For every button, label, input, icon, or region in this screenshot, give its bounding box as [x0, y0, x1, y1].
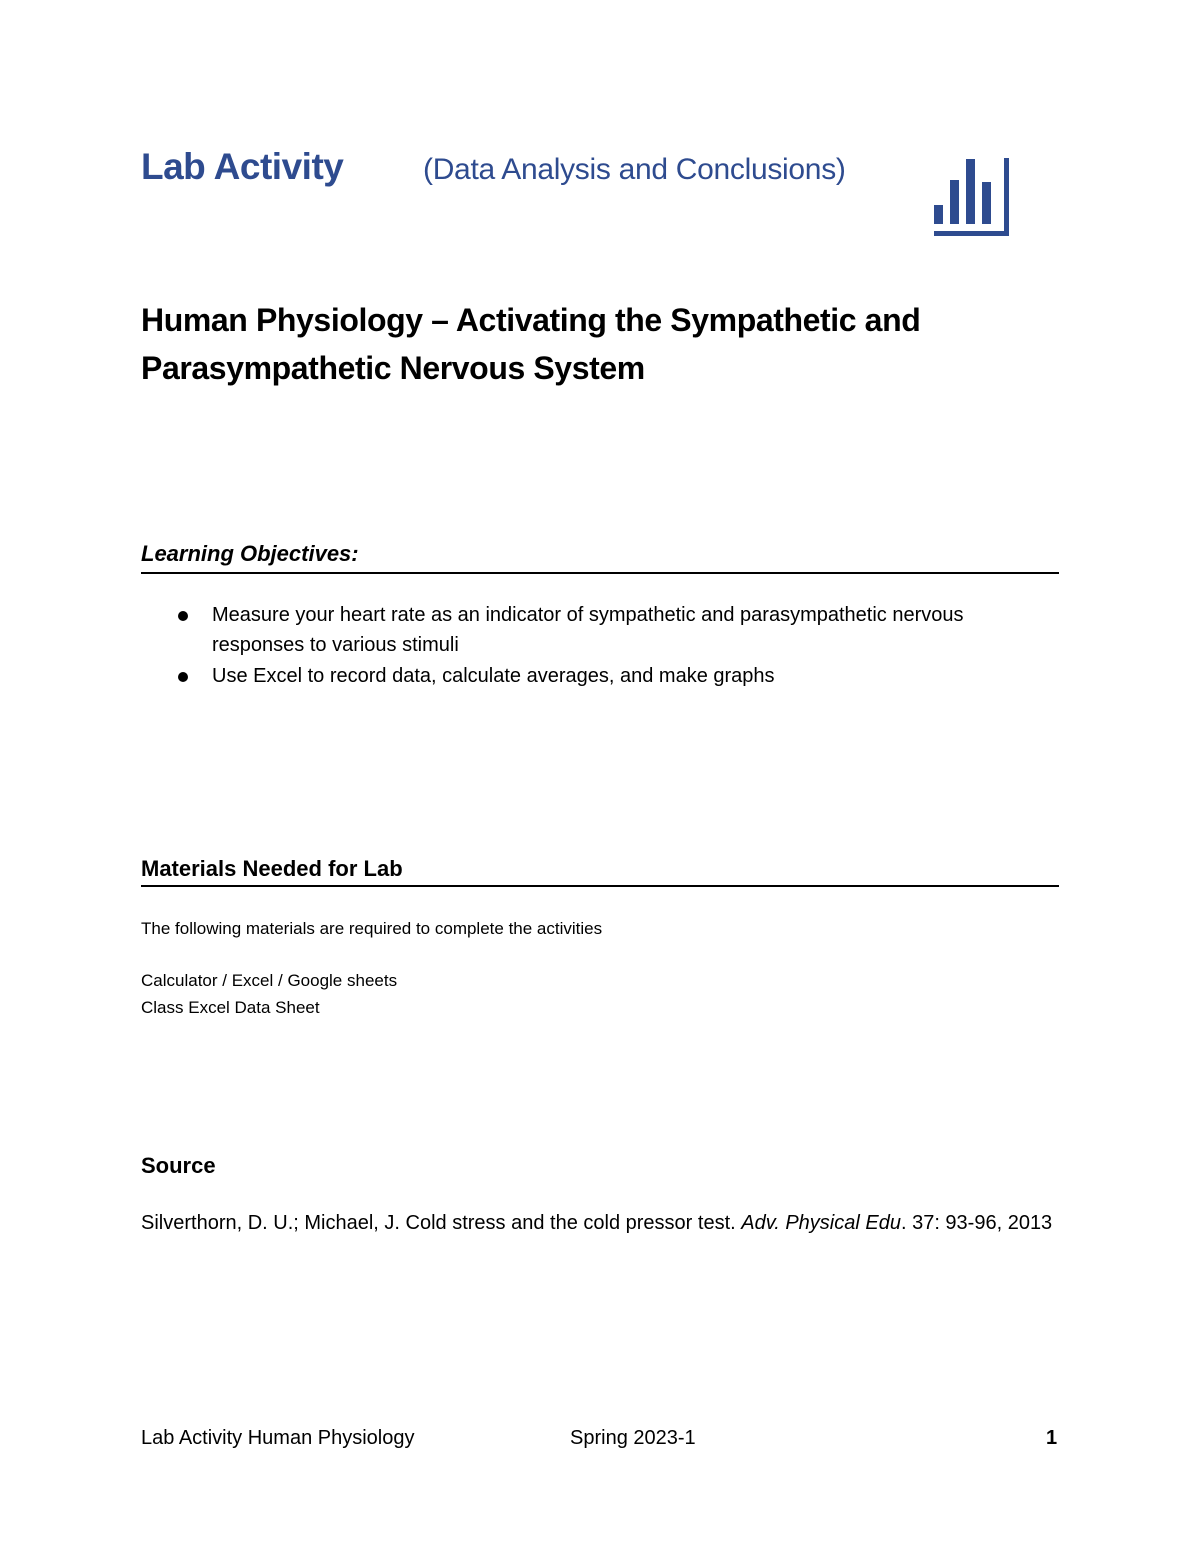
list-item: [178, 600, 1058, 660]
main-title-line-2: Parasympathetic Nervous System: [141, 350, 645, 386]
materials-item: Calculator / Excel / Google sheets: [141, 971, 398, 990]
source-citation: [141, 1208, 1061, 1238]
lab-subtitle: (Data Analysis and Conclusions): [423, 153, 846, 186]
bullet-icon: [178, 611, 188, 621]
materials-intro: The following materials are required to complete the activities: [141, 919, 603, 938]
bar-chart-icon: [930, 154, 1016, 240]
materials-heading: Materials Needed for Lab: [141, 856, 403, 881]
lab-title: Lab Activity: [141, 146, 344, 187]
materials-rule: [141, 885, 1059, 887]
learning-objectives-list: [178, 600, 1058, 692]
citation-details: . 37: 93-96, 2013: [900, 1212, 1053, 1234]
learning-objectives-rule: [141, 572, 1059, 574]
footer-term: Spring 2023-1: [570, 1427, 696, 1449]
bullet-icon: [178, 672, 188, 682]
learning-objectives-heading: Learning Objectives:: [141, 541, 359, 566]
objective-text: Measure your heart rate as an indicator of sympathetic and parasympathetic nervous responses to various stimuli: [212, 604, 964, 656]
citation-authors: Silverthorn, D. U.; Michael, J. Cold stress and the cold pressor test.: [141, 1212, 742, 1234]
main-title: [141, 296, 1041, 392]
footer-page-number: 1: [1046, 1427, 1058, 1449]
citation-journal: Adv. Physical Edu: [741, 1212, 901, 1234]
list-item: [178, 661, 1058, 691]
materials-item: Class Excel Data Sheet: [141, 998, 320, 1017]
source-heading: Source: [141, 1153, 216, 1178]
footer-course-title: Lab Activity Human Physiology: [141, 1427, 415, 1449]
main-title-line-1: Human Physiology – Activating the Sympathetic and: [141, 302, 921, 338]
objective-text: Use Excel to record data, calculate averages, and make graphs: [212, 665, 775, 687]
